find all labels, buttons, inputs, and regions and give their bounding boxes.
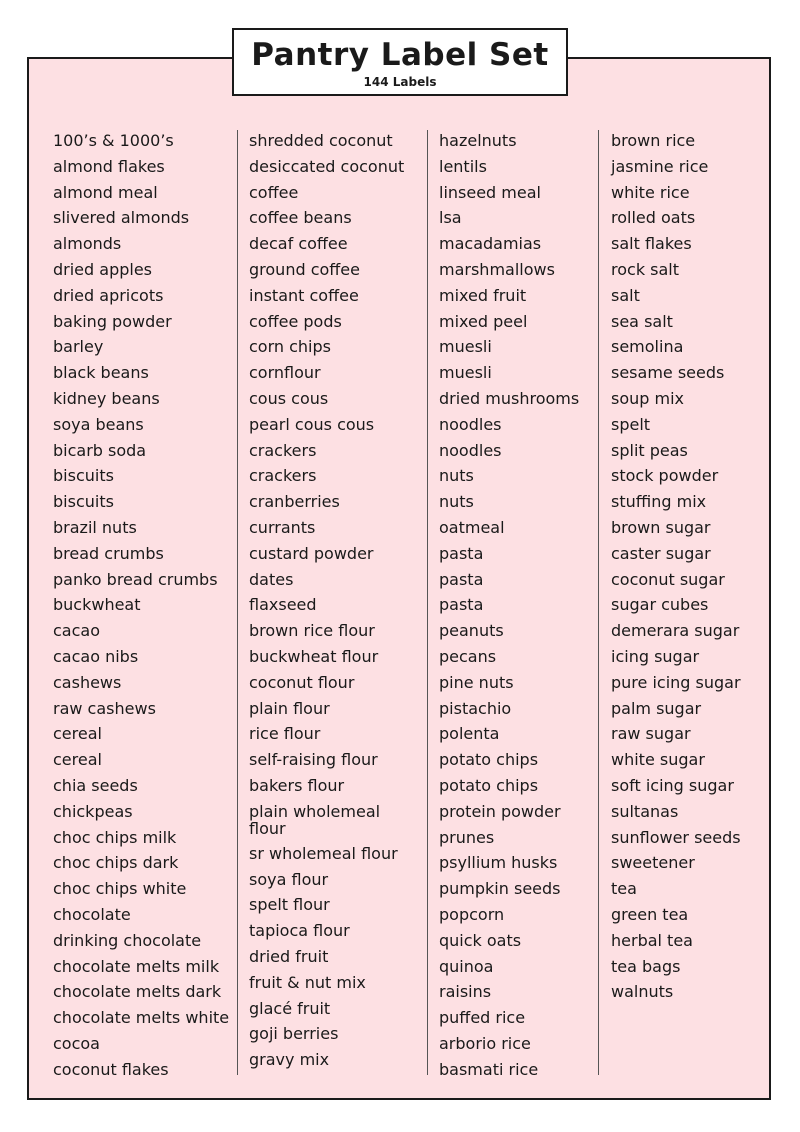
label-item: buckwheat flour [249, 646, 379, 666]
label-item: dried apricots [53, 285, 164, 305]
label-item: dried apples [53, 259, 153, 279]
label-item: gravy mix [249, 1050, 330, 1070]
label-item: pumpkin seeds [439, 879, 561, 899]
label-item: panko bread crumbs [53, 569, 218, 589]
label-item: arborio rice [439, 1033, 531, 1053]
label-item: spelt flour [249, 895, 330, 915]
label-item: 100’s & 1000’s [53, 131, 174, 150]
label-item: linseed meal [439, 182, 541, 202]
label-item: salt [611, 285, 640, 305]
label-item: baking powder [53, 311, 172, 331]
page-title: Pantry Label Set [251, 37, 549, 73]
label-item: polenta [439, 724, 500, 744]
label-item: psyllium husks [439, 853, 558, 873]
label-item: nuts [439, 492, 474, 512]
label-item: coffee [249, 182, 299, 202]
label-item: mixed peel [439, 311, 528, 331]
label-item: shredded coconut [249, 131, 393, 150]
label-item: chocolate [53, 904, 131, 924]
label-item: noodles [439, 440, 502, 460]
label-item: herbal tea [611, 930, 693, 950]
label-item: demerara sugar [611, 621, 740, 641]
label-item: pine nuts [439, 672, 514, 692]
label-item: white sugar [611, 750, 705, 770]
label-item: raisins [439, 982, 492, 1002]
label-item: rock salt [611, 259, 680, 279]
label-item: cashews [53, 672, 122, 692]
label-item: brown rice flour [249, 621, 375, 641]
label-item: muesli [439, 363, 492, 383]
label-item: rolled oats [611, 208, 696, 228]
label-item: tea [611, 879, 637, 899]
label-item: noodles [439, 414, 502, 434]
label-item: currants [249, 517, 316, 537]
label-item: chocolate melts milk [53, 956, 220, 976]
label-item: white rice [611, 182, 690, 202]
label-item: marshmallows [439, 259, 555, 279]
label-item: choc chips milk [53, 827, 177, 847]
label-item: instant coffee [249, 285, 359, 305]
label-item: sultanas [611, 801, 679, 821]
label-item: almond meal [53, 182, 158, 202]
label-item: spelt [611, 414, 651, 434]
label-item: coconut sugar [611, 569, 725, 589]
label-item: nuts [439, 466, 474, 486]
label-item: decaf coffee [249, 234, 348, 254]
label-item: quick oats [439, 930, 522, 950]
label-item: coffee pods [249, 311, 342, 331]
label-item: pasta [439, 543, 484, 563]
label-item: custard powder [249, 543, 374, 563]
label-item: lentils [439, 156, 487, 176]
label-item: hazelnuts [439, 131, 517, 150]
label-item: green tea [611, 904, 689, 924]
label-item: self-raising flour [249, 750, 378, 770]
label-item: caster sugar [611, 543, 711, 563]
label-item: oatmeal [439, 517, 505, 537]
label-item: sugar cubes [611, 595, 709, 615]
label-item: biscuits [53, 466, 114, 486]
label-item: plain flour [249, 698, 330, 718]
label-item: coconut flour [249, 672, 355, 692]
label-item: kidney beans [53, 388, 160, 408]
label-item: chia seeds [53, 775, 138, 795]
label-column-2 [249, 128, 404, 1073]
label-item: salt flakes [611, 234, 692, 254]
label-item: basmati rice [439, 1059, 539, 1079]
label-column-3 [439, 128, 579, 1082]
label-item: brown sugar [611, 517, 711, 537]
label-item: prunes [439, 827, 495, 847]
label-item: pasta [439, 569, 484, 589]
label-item: fruit & nut mix [249, 972, 366, 992]
label-item: brown rice [611, 131, 696, 150]
label-item: pure icing sugar [611, 672, 741, 692]
label-item: icing sugar [611, 646, 700, 666]
label-item: soya flour [249, 869, 329, 889]
title-box [232, 28, 568, 96]
label-item: buckwheat [53, 595, 141, 615]
label-item: sesame seeds [611, 363, 725, 383]
label-item: muesli [439, 337, 492, 357]
label-item: cacao nibs [53, 646, 139, 666]
label-item: desiccated coconut [249, 156, 405, 176]
label-item: dates [249, 569, 294, 589]
label-item: pearl cous cous [249, 414, 375, 434]
label-item: choc chips white [53, 879, 187, 899]
label-item: biscuits [53, 492, 114, 512]
label-item: glacé fruit [249, 998, 331, 1018]
label-item: popcorn [439, 904, 505, 924]
label-count: 144 Labels [363, 75, 437, 89]
label-item: protein powder [439, 801, 561, 821]
label-item: cacao [53, 621, 100, 641]
label-item: bicarb soda [53, 440, 147, 460]
label-item: raw cashews [53, 698, 156, 718]
column-divider [237, 130, 238, 1075]
label-item: sr wholemeal flour [249, 843, 398, 863]
label-item: goji berries [249, 1024, 339, 1044]
label-item: cocoa [53, 1033, 100, 1053]
label-item: potato chips [439, 750, 539, 770]
label-item: mixed fruit [439, 285, 527, 305]
label-item: cranberries [249, 492, 340, 512]
label-item: flaxseed [249, 595, 317, 615]
label-item: jasmine rice [611, 156, 709, 176]
label-item: plain wholemeal flour [249, 801, 381, 838]
label-item: tapioca flour [249, 921, 350, 941]
label-item: raw sugar [611, 724, 691, 744]
label-item: slivered almonds [53, 208, 190, 228]
label-item: semolina [611, 337, 684, 357]
label-item: macadamias [439, 234, 542, 254]
label-item: dried fruit [249, 946, 329, 966]
label-item: puffed rice [439, 1008, 526, 1028]
column-divider [427, 130, 428, 1075]
label-column-4 [611, 128, 741, 1005]
label-item: coffee beans [249, 208, 352, 228]
label-item: soya beans [53, 414, 144, 434]
label-column-1 [53, 128, 229, 1082]
label-item: black beans [53, 363, 149, 383]
label-item: barley [53, 337, 104, 357]
label-item: pasta [439, 595, 484, 615]
column-divider [598, 130, 599, 1075]
label-item: choc chips dark [53, 853, 179, 873]
label-item: stuffing mix [611, 492, 707, 512]
label-item: drinking chocolate [53, 930, 202, 950]
label-item: crackers [249, 466, 317, 486]
label-item: pecans [439, 646, 497, 666]
label-item: chickpeas [53, 801, 133, 821]
label-item: split peas [611, 440, 688, 460]
label-item: cornflour [249, 363, 321, 383]
label-item: quinoa [439, 956, 494, 976]
label-item: sunflower seeds [611, 827, 741, 847]
label-item: cereal [53, 724, 102, 744]
label-item: chocolate melts dark [53, 982, 222, 1002]
label-item: almond flakes [53, 156, 165, 176]
label-item: sea salt [611, 311, 673, 331]
label-item: almonds [53, 234, 122, 254]
label-item: potato chips [439, 775, 539, 795]
label-item: dried mushrooms [439, 388, 580, 408]
label-item: crackers [249, 440, 317, 460]
label-item: brazil nuts [53, 517, 137, 537]
label-item: sweetener [611, 853, 695, 873]
label-item: cous cous [249, 388, 329, 408]
label-item: walnuts [611, 982, 674, 1002]
label-item: chocolate melts white [53, 1008, 230, 1028]
label-item: peanuts [439, 621, 504, 641]
label-item: rice flour [249, 724, 321, 744]
label-item: soup mix [611, 388, 685, 408]
label-item: stock powder [611, 466, 719, 486]
label-item: coconut flakes [53, 1059, 169, 1079]
label-item: bread crumbs [53, 543, 164, 563]
label-item: bakers flour [249, 775, 345, 795]
label-item: cereal [53, 750, 102, 770]
label-item: corn chips [249, 337, 331, 357]
label-item: pistachio [439, 698, 512, 718]
label-item: lsa [439, 208, 462, 228]
label-item: soft icing sugar [611, 775, 734, 795]
label-item: tea bags [611, 956, 681, 976]
label-item: palm sugar [611, 698, 702, 718]
label-item: ground coffee [249, 259, 360, 279]
